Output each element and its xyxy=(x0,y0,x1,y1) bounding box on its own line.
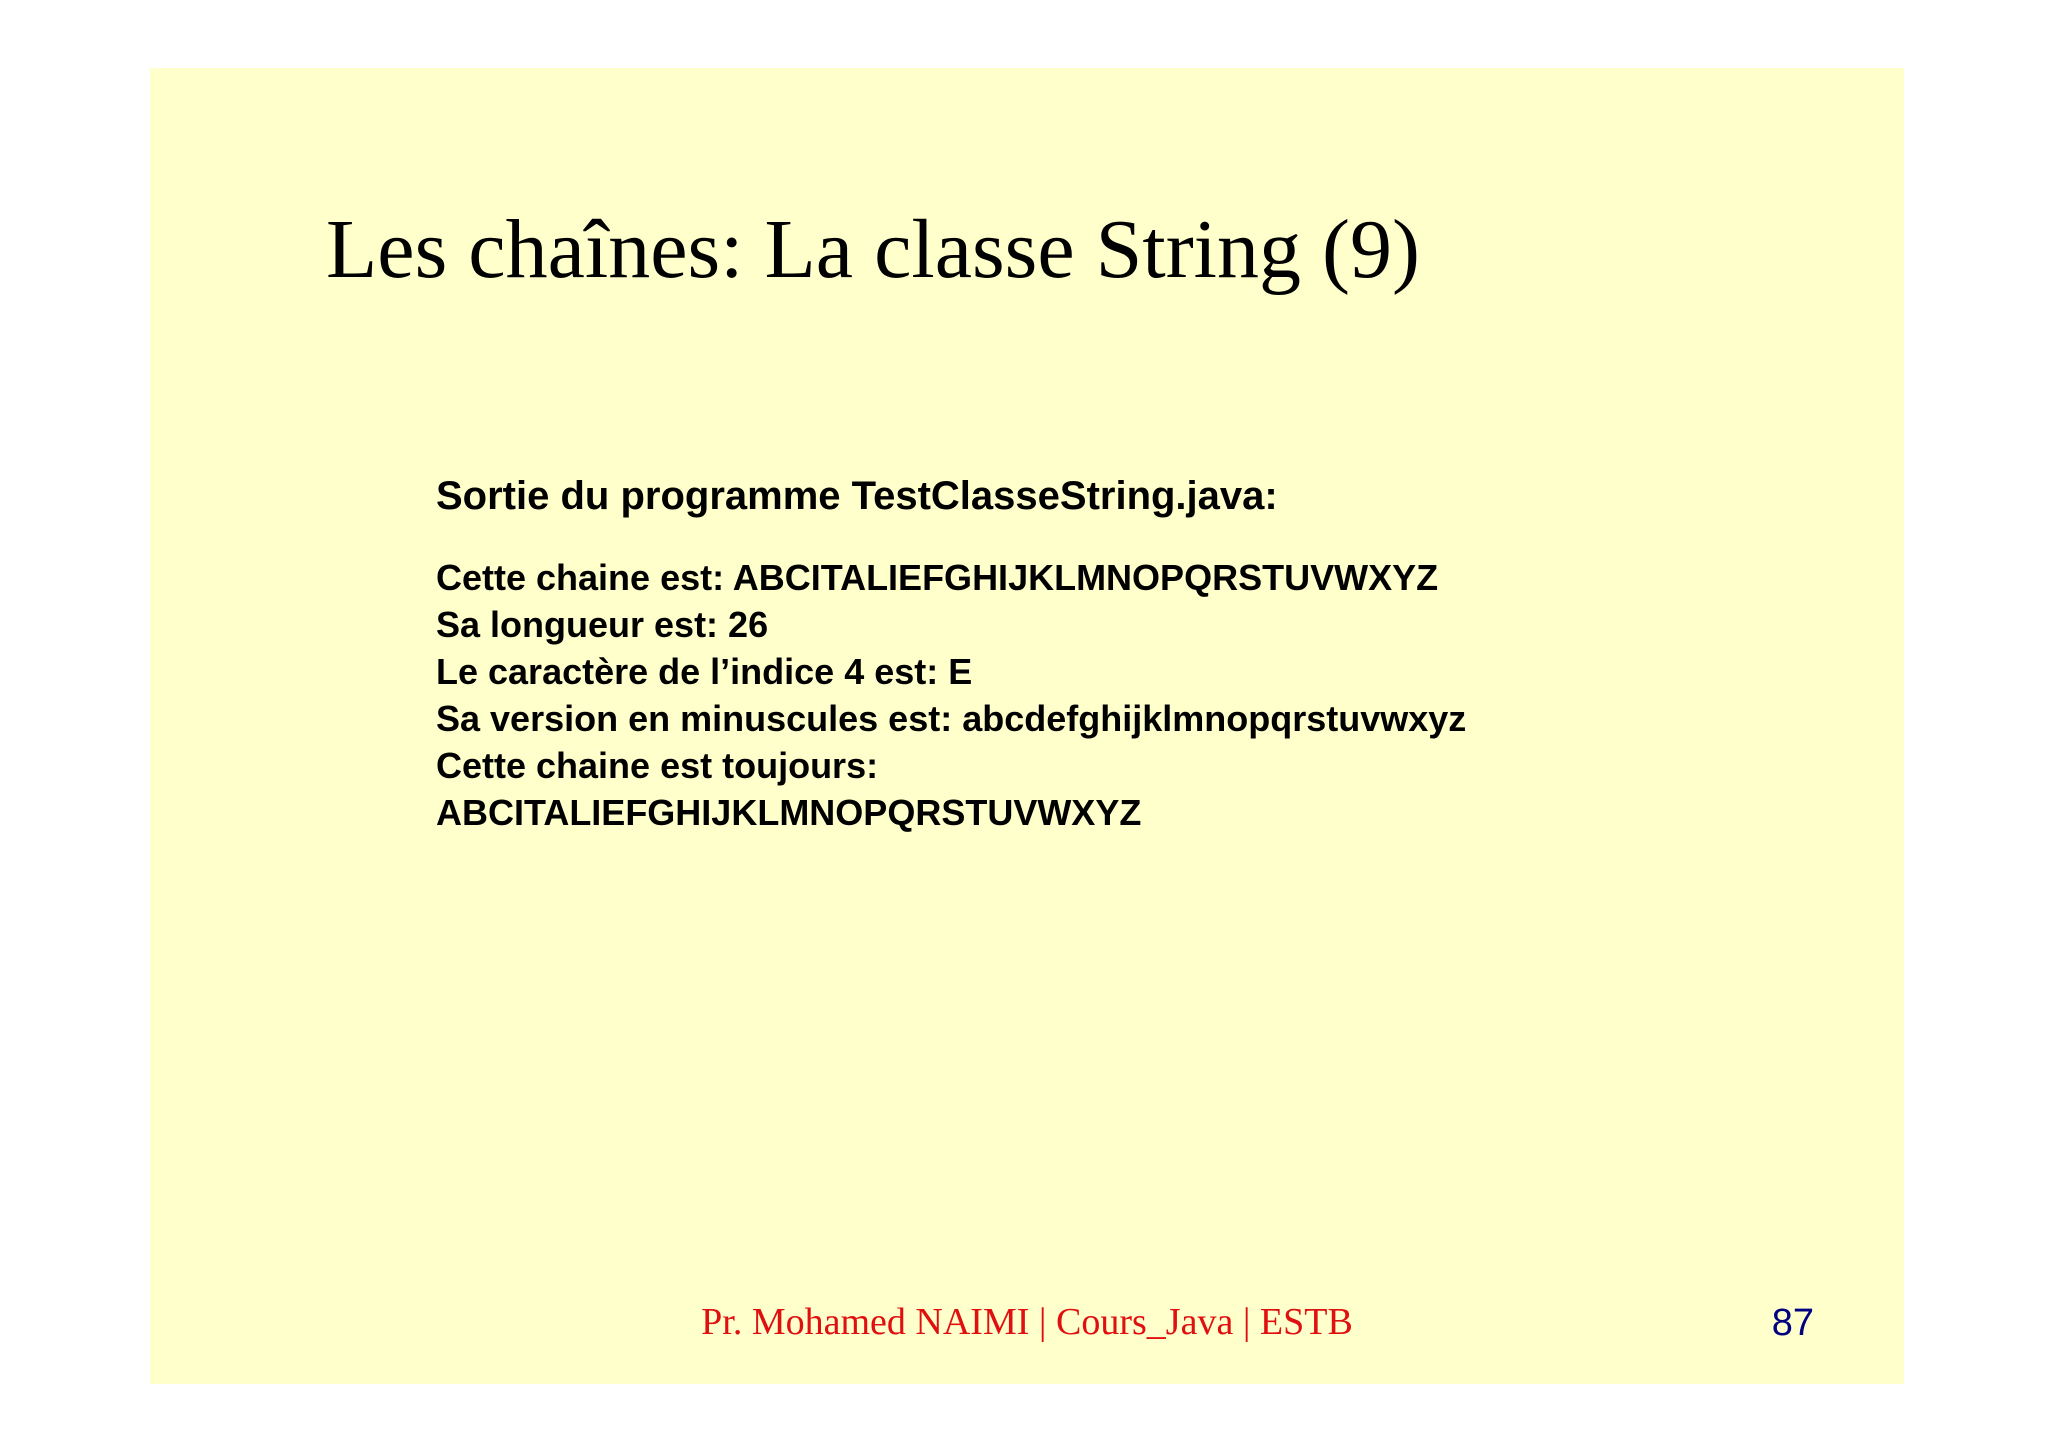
slide-content xyxy=(436,472,1466,836)
output-line: ABCITALIEFGHIJKLMNOPQRSTUVWXYZ xyxy=(436,792,1142,833)
output-line: Cette chaine est toujours: xyxy=(436,745,879,786)
page-number: 87 xyxy=(1771,1302,1814,1344)
output-line: Sa longueur est: 26 xyxy=(436,604,769,645)
program-output-heading: Sortie du programme TestClasseString.java: xyxy=(436,474,1278,518)
slide-title: Les chaînes: La classe String (9) xyxy=(326,203,1420,296)
output-line: Sa version en minuscules est: abcdefghijklmnopqrstuvwxyz xyxy=(436,698,1467,739)
output-line: Cette chaine est: ABCITALIEFGHIJKLMNOPQRSTUVWXYZ xyxy=(436,557,1439,598)
slide-footer: Pr. Mohamed NAIMI | Cours_Java | ESTB xyxy=(701,1301,1353,1343)
slide xyxy=(150,68,1904,1384)
output-line: Le caractère de l’indice 4 est: E xyxy=(436,651,973,692)
